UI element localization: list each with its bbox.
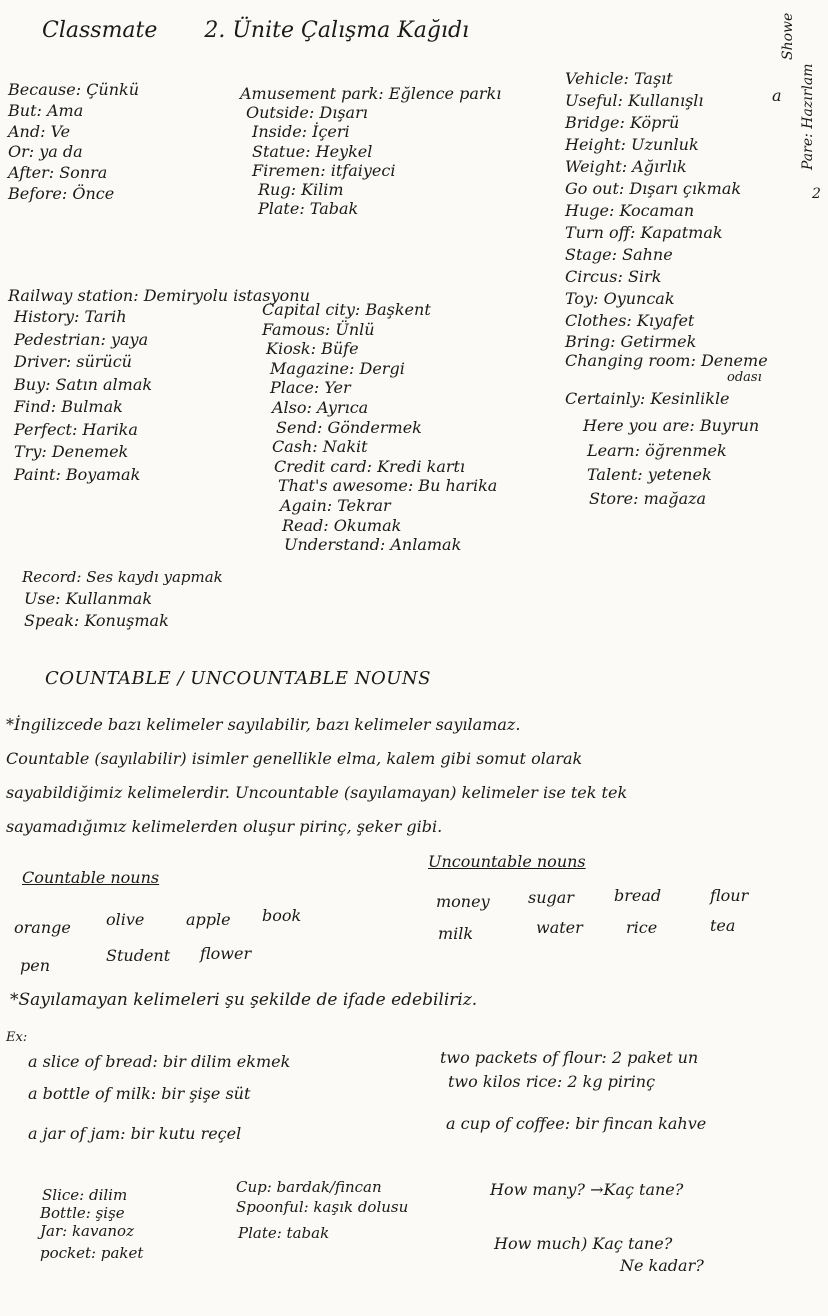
container-word: Spoonful: kaşık dolusu bbox=[236, 1198, 409, 1216]
vocab-item: Perfect: Harika bbox=[14, 419, 138, 439]
vocab-item: Statue: Heykel bbox=[252, 141, 373, 161]
vocab-item: And: Ve bbox=[8, 121, 71, 141]
countable-word: book bbox=[262, 906, 302, 925]
vocab-item: Circus: Sirk bbox=[565, 267, 662, 286]
uncountable-word: milk bbox=[438, 924, 474, 943]
margin-note-cut: 2 bbox=[812, 186, 821, 202]
vocab-item: Read: Okumak bbox=[282, 515, 402, 535]
vocab-item: Outside: Dışarı bbox=[246, 103, 368, 123]
container-word: Bottle: şişe bbox=[40, 1204, 125, 1222]
uncountable-word: bread bbox=[614, 886, 662, 905]
countable-word: Student bbox=[106, 946, 171, 965]
vocab-item: Stage: Sahne bbox=[565, 245, 673, 264]
vocab-item: Buy: Satın almak bbox=[14, 374, 153, 394]
vocab-item-record: Record: Ses kaydı yapmak bbox=[22, 568, 223, 586]
countable-heading: Countable nouns bbox=[22, 868, 160, 887]
uncountable-word: money bbox=[436, 892, 490, 911]
vocab-item: Clothes: Kıyafet bbox=[565, 311, 695, 330]
example-right: a cup of coffee: bir fincan kahve bbox=[446, 1114, 707, 1133]
vocab-item: Capital city: Başkent bbox=[262, 300, 431, 319]
example-right: two kilos rice: 2 kg pirinç bbox=[448, 1072, 656, 1091]
vocab-item: Kiosk: Büfe bbox=[266, 339, 359, 359]
margin-note-show: Showe bbox=[780, 12, 796, 60]
uncountable-heading: Uncountable nouns bbox=[428, 852, 586, 871]
example-label: Ex: bbox=[6, 1030, 28, 1045]
vocab-item: Here you are: Buyrun bbox=[583, 416, 760, 435]
vocab-item: That's awesome: Bu harika bbox=[278, 476, 498, 496]
vocab-item: Turn off: Kapatmak bbox=[565, 223, 723, 242]
vocab-item: odası bbox=[727, 370, 762, 385]
page-header bbox=[42, 18, 469, 43]
uncountable-word: tea bbox=[710, 916, 736, 935]
vocab-column-1 bbox=[8, 80, 139, 205]
margin-note-pare: Pare: Hazırlam bbox=[800, 63, 816, 170]
vocab-column-1b bbox=[14, 306, 152, 486]
countable-word: apple bbox=[186, 910, 231, 929]
vocab-item: After: Sonra bbox=[8, 163, 108, 183]
paragraph-line: Countable (sayılabilir) isimler genellikle elma, kalem gibi somut olarak bbox=[6, 749, 583, 768]
countable-word: olive bbox=[106, 910, 145, 929]
vocab-column-1c bbox=[24, 588, 169, 632]
vocab-item: Cash: Nakit bbox=[272, 437, 368, 457]
vocab-item: Also: Ayrıca bbox=[272, 397, 369, 417]
example-right: two packets of flour: 2 paket un bbox=[440, 1048, 699, 1067]
uncountable-word: rice bbox=[626, 918, 658, 937]
vocab-item: Paint: Boyamak bbox=[14, 464, 141, 484]
vocab-item: Useful: Kullanışlı bbox=[565, 91, 704, 110]
vocab-item: Bring: Getirmek bbox=[565, 332, 697, 351]
vocab-item: Because: Çünkü bbox=[8, 80, 140, 99]
vocab-item: Huge: Kocaman bbox=[565, 201, 695, 220]
vocab-item: Toy: Oyuncak bbox=[565, 289, 675, 308]
paragraph-line: *İngilizcede bazı kelimeler sayılabilir, bazı kelimeler sayılamaz. bbox=[6, 715, 521, 734]
vocab-item: Height: Uzunluk bbox=[565, 135, 699, 154]
vocab-item: Famous: Ünlü bbox=[262, 319, 375, 339]
vocab-item: Talent: yetenek bbox=[587, 465, 712, 484]
vocab-item: Place: Yer bbox=[270, 378, 351, 398]
vocab-item: Inside: İçeri bbox=[252, 122, 350, 142]
notebook-brand: Classmate bbox=[42, 18, 158, 43]
example-left: a slice of bread: bir dilim ekmek bbox=[28, 1052, 291, 1071]
how-many-note: How many? →Kaç tane? bbox=[490, 1180, 684, 1199]
vocab-item: Credit card: Kredi kartı bbox=[274, 456, 466, 476]
vocab-column-2 bbox=[240, 84, 501, 218]
vocab-item: Use: Kullanmak bbox=[24, 589, 153, 608]
vocab-item: Rug: Kilim bbox=[258, 180, 344, 200]
vocab-item: Go out: Dışarı çıkmak bbox=[565, 179, 742, 198]
vocab-item: Before: Önce bbox=[8, 183, 115, 203]
vocab-item: But: Ama bbox=[8, 100, 84, 120]
ne-kadar-note: Ne kadar? bbox=[620, 1256, 704, 1275]
container-word: pocket: paket bbox=[40, 1244, 144, 1262]
page-title: 2. Ünite Çalışma Kağıdı bbox=[204, 18, 470, 43]
vocab-item: Store: mağaza bbox=[589, 489, 707, 508]
vocab-item: Bridge: Köprü bbox=[565, 113, 680, 132]
example-left: a jar of jam: bir kutu reçel bbox=[28, 1124, 242, 1143]
vocab-column-3 bbox=[565, 68, 768, 511]
vocab-item: Speak: Konuşmak bbox=[24, 611, 169, 630]
vocab-item: Vehicle: Taşıt bbox=[565, 69, 673, 88]
example-left: a bottle of milk: bir şişe süt bbox=[28, 1084, 251, 1103]
vocab-item: Try: Denemek bbox=[14, 442, 129, 461]
uncountable-word: water bbox=[536, 918, 583, 937]
vocab-item-railway: Railway station: Demiryolu istasyonu bbox=[8, 286, 310, 305]
vocab-item: Firemen: itfaiyeci bbox=[252, 160, 396, 180]
vocab-item: Learn: öğrenmek bbox=[587, 441, 727, 460]
vocab-item: Changing room: Deneme bbox=[565, 351, 768, 370]
container-word: Plate: tabak bbox=[238, 1224, 330, 1242]
how-much-note: How much) Kaç tane? bbox=[494, 1234, 673, 1253]
container-word: Jar: kavanoz bbox=[40, 1222, 134, 1240]
uncountable-word: flour bbox=[710, 886, 749, 905]
uncountable-word: sugar bbox=[528, 888, 574, 907]
vocab-item: Driver: sürücü bbox=[14, 352, 132, 371]
vocab-item: Again: Tekrar bbox=[280, 495, 391, 515]
vocab-item: Magazine: Dergi bbox=[270, 358, 405, 378]
vocab-column-2b bbox=[262, 300, 497, 555]
vocab-item: Or: ya da bbox=[8, 142, 83, 162]
vocab-item: Understand: Anlamak bbox=[284, 535, 462, 555]
vocab-item: Send: Göndermek bbox=[276, 417, 422, 437]
vocab-item: Weight: Ağırlık bbox=[565, 157, 687, 176]
countable-word: pen bbox=[20, 956, 51, 975]
paragraph-line: sayamadığımız kelimelerden oluşur pirinç, şeker gibi. bbox=[6, 817, 443, 836]
expression-note: *Sayılamayan kelimeleri şu şekilde de ifade edebiliriz. bbox=[10, 990, 478, 1010]
vocab-item: Pedestrian: yaya bbox=[14, 329, 149, 349]
container-word: Slice: dilim bbox=[42, 1186, 128, 1204]
vocab-item: History: Tarih bbox=[14, 307, 127, 326]
vocab-item: Amusement park: Eğlence parkı bbox=[240, 84, 502, 103]
countable-word: orange bbox=[14, 918, 71, 937]
vocab-item: Plate: Tabak bbox=[258, 199, 359, 219]
vocab-item: Find: Bulmak bbox=[14, 397, 123, 416]
countable-word: flower bbox=[200, 944, 252, 963]
vocab-item: Certainly: Kesinlikle bbox=[565, 389, 730, 408]
margin-note-a: a bbox=[772, 86, 782, 105]
paragraph-line: sayabildiğimiz kelimelerdir. Uncountable (sayılamayan) kelimeler ise tek tek bbox=[6, 783, 628, 802]
section-heading: COUNTABLE / UNCOUNTABLE NOUNS bbox=[45, 668, 431, 689]
container-word: Cup: bardak/fincan bbox=[236, 1178, 382, 1196]
section-paragraph bbox=[6, 708, 806, 844]
